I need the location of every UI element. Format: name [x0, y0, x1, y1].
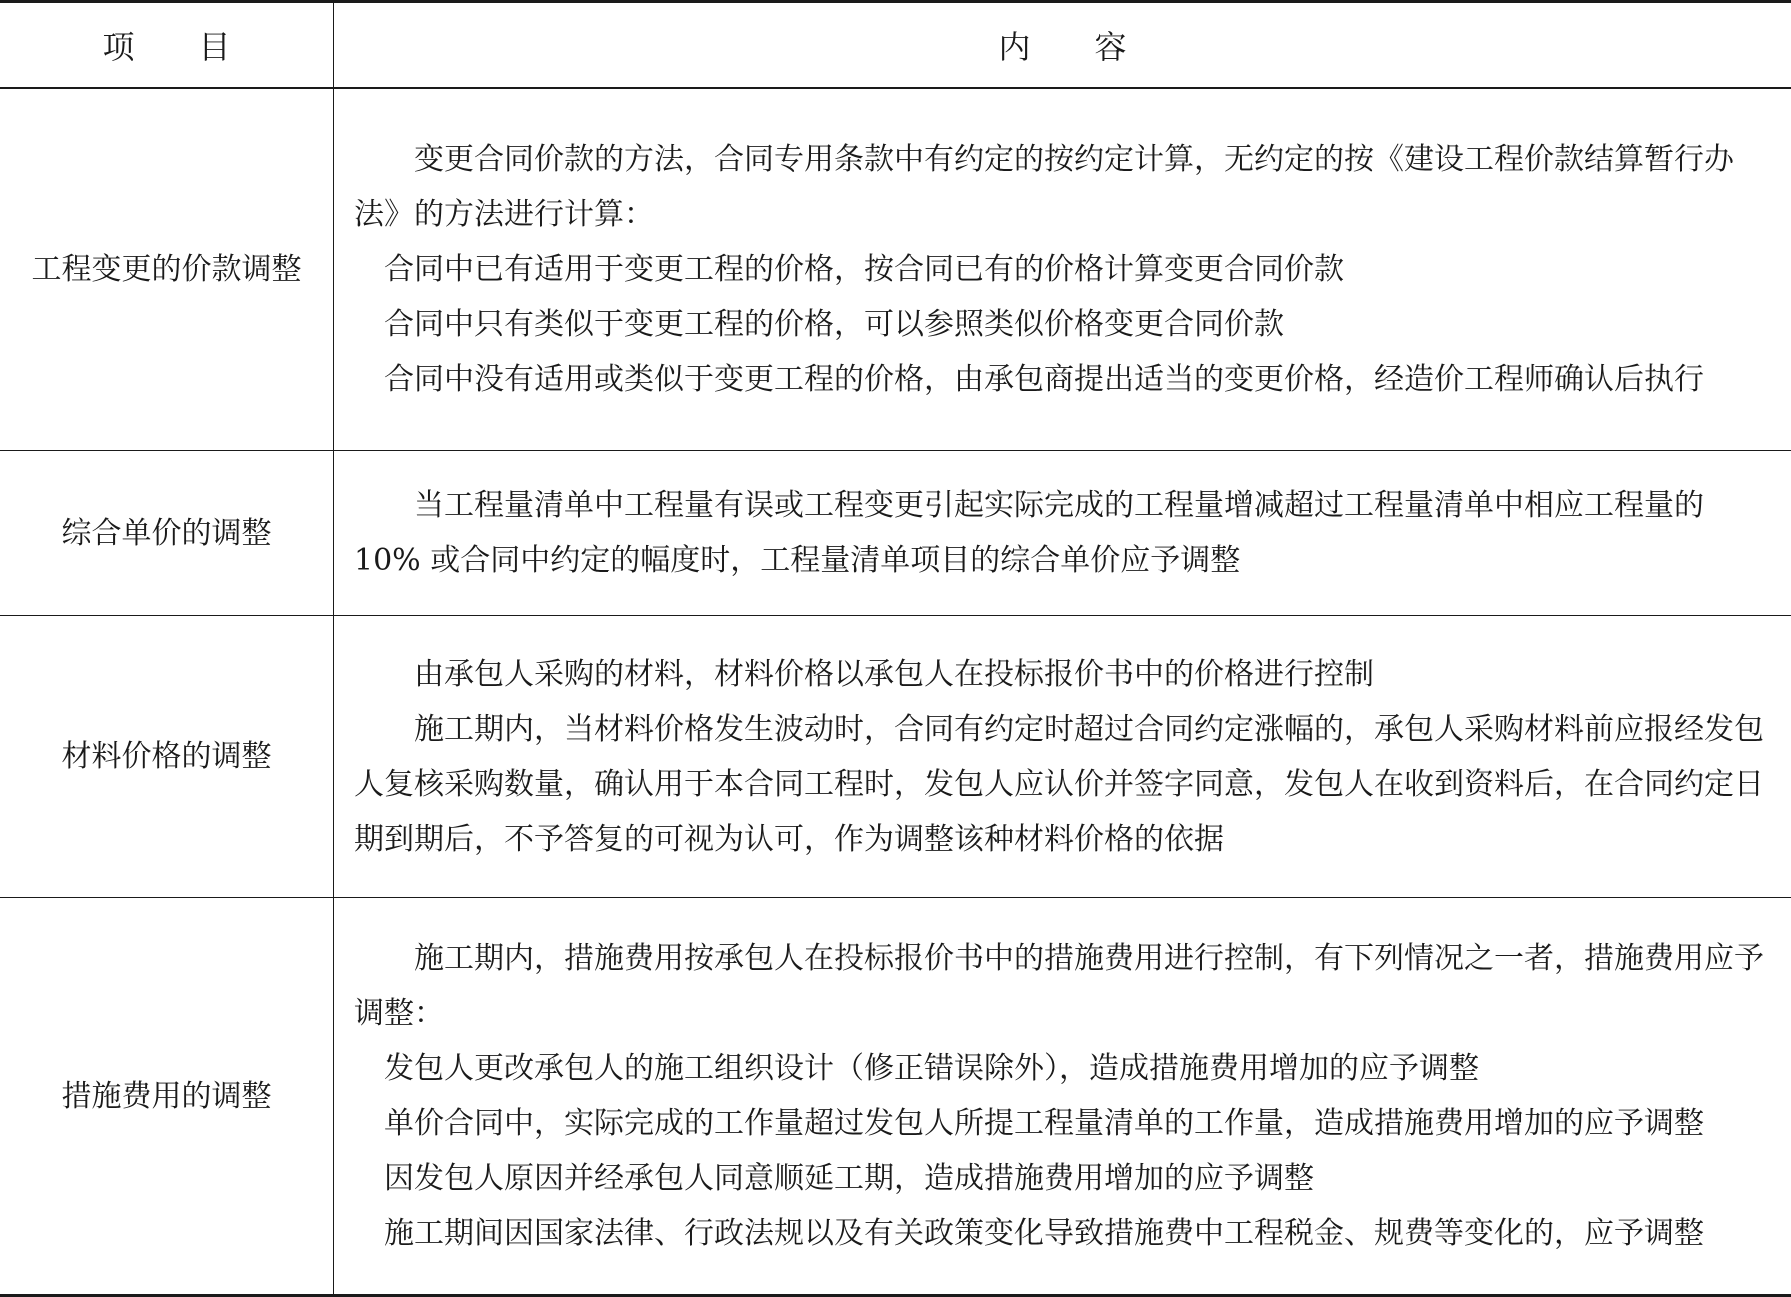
row-item-cell: 措施费用的调整: [0, 898, 334, 1296]
table-row: [0, 616, 1791, 898]
row-intro-2: 施工期内，当材料价格发生波动时，合同有约定时超过合同约定涨幅的，承包人采购材料前应报经发包人复核采购数量，确认用于本合同工程时，发包人应认价并签字同意，发包人在收到资料后，在合同约定日期到期后，不予答复的可视为认可，作为调整该种材料价格的依据: [354, 702, 1773, 867]
table-row: [0, 898, 1791, 1296]
row-content-cell: [334, 616, 1791, 898]
row-intro: 由承包人采购的材料，材料价格以承包人在投标报价书中的价格进行控制: [354, 647, 1773, 702]
header-content: [334, 2, 1791, 88]
row-content-cell: [334, 88, 1791, 451]
row-content-cell: [334, 898, 1791, 1296]
row-point: 合同中只有类似于变更工程的价格，可以参照类似价格变更合同价款: [354, 297, 1773, 352]
table-body: [0, 88, 1791, 1296]
header-content-label: 内 容: [998, 22, 1126, 68]
row-content-cell: [334, 451, 1791, 616]
row-point: 因发包人原因并经承包人同意顺延工期，造成措施费用增加的应予调整: [354, 1151, 1773, 1206]
row-point: 合同中没有适用或类似于变更工程的价格，由承包商提出适当的变更价格，经造价工程师确认后执行: [354, 352, 1773, 407]
table-row: [0, 451, 1791, 616]
row-intro: 施工期内，措施费用按承包人在投标报价书中的措施费用进行控制，有下列情况之一者，措施费用应予调整：: [354, 931, 1773, 1041]
row-point: 合同中已有适用于变更工程的价格，按合同已有的价格计算变更合同价款: [354, 242, 1773, 297]
header-item: [0, 2, 334, 88]
row-point: 单价合同中，实际完成的工作量超过发包人所提工程量清单的工作量，造成措施费用增加的应予调整: [354, 1096, 1773, 1151]
table-row: [0, 88, 1791, 451]
row-item-cell: 工程变更的价款调整: [0, 88, 334, 451]
row-point: 施工期间因国家法律、行政法规以及有关政策变化导致措施费中工程税金、规费等变化的，应予调整: [354, 1206, 1773, 1261]
table-header: [0, 2, 1791, 88]
header-row: [0, 2, 1791, 88]
row-intro: 当工程量清单中工程量有误或工程变更引起实际完成的工程量增减超过工程量清单中相应工程量的 10% 或合同中约定的幅度时，工程量清单项目的综合单价应予调整: [354, 478, 1773, 588]
row-item-cell: 综合单价的调整: [0, 451, 334, 616]
row-point: 发包人更改承包人的施工组织设计（修正错误除外），造成措施费用增加的应予调整: [354, 1041, 1773, 1096]
row-intro: 变更合同价款的方法，合同专用条款中有约定的按约定计算，无约定的按《建设工程价款结算暂行办法》的方法进行计算：: [354, 132, 1773, 242]
row-item-cell: 材料价格的调整: [0, 616, 334, 898]
header-item-label: 项 目: [102, 22, 230, 68]
